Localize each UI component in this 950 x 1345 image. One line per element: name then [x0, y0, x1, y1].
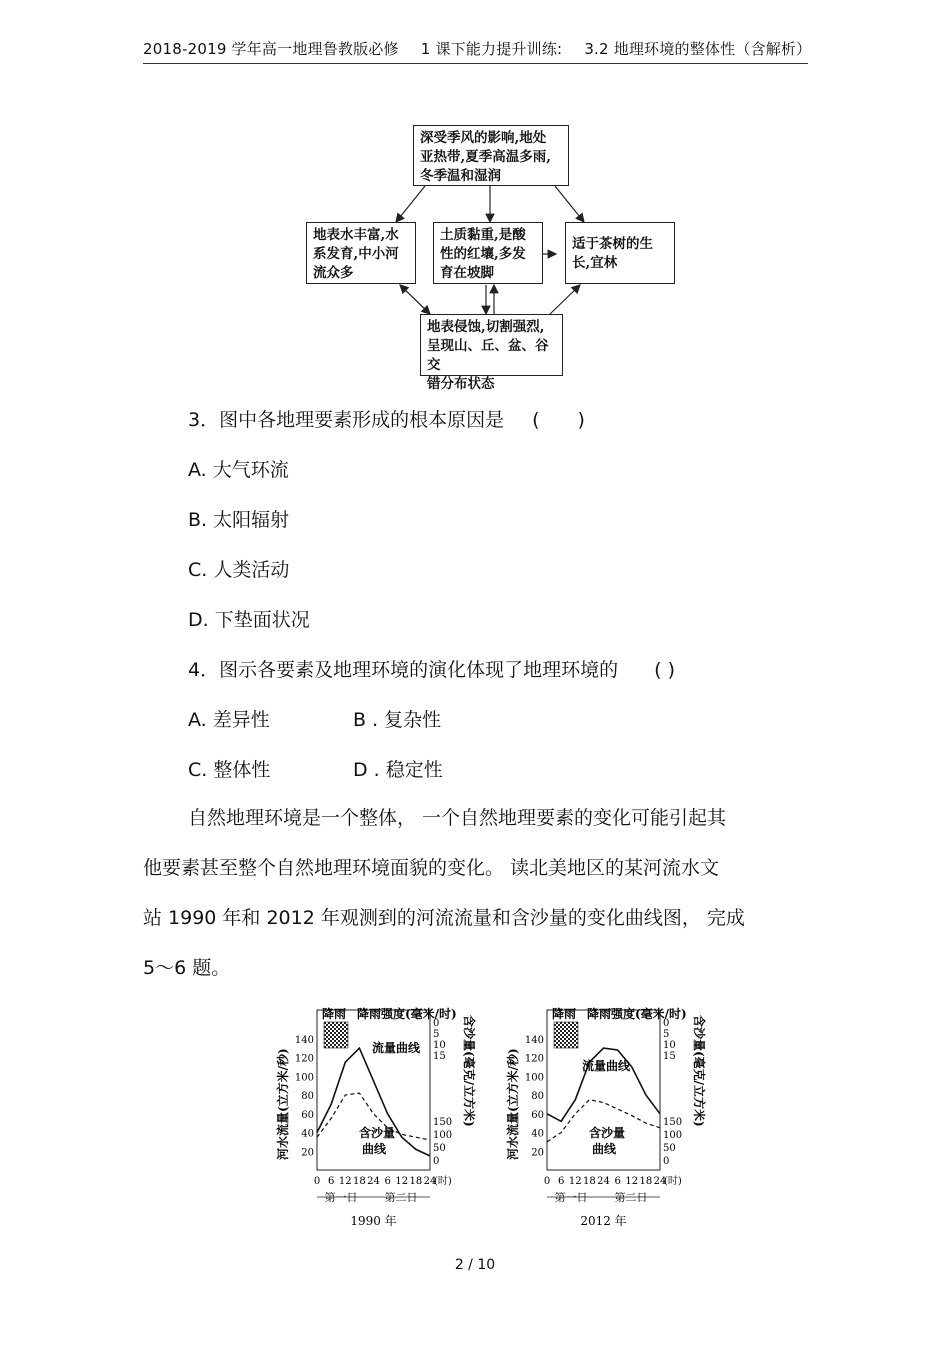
flow-tick: 20 — [531, 1147, 544, 1159]
sed-curve-label-2: 曲线 — [362, 1142, 387, 1156]
intensity-label: 降雨强度(毫米/时) — [587, 1007, 687, 1021]
flow-curve-label: 流量曲线 — [372, 1041, 421, 1055]
q3-stem — [188, 405, 585, 432]
flow-tick: 100 — [294, 1072, 314, 1084]
header-title: 2018-2019 学年高一地理鲁教版必修 — [143, 40, 399, 58]
sed-tick: 0 — [433, 1156, 440, 1167]
intensity-tick: 10 — [433, 1040, 446, 1051]
intro-line-1: 自然地理环境是一个整体， 一个自然地理要素的变化可能引起其 — [188, 807, 727, 829]
flow-axis-label: 河水流量(立方米/秒) — [506, 1048, 520, 1160]
sed-tick: 50 — [663, 1143, 676, 1154]
intensity-label: 降雨强度(毫米/时) — [357, 1007, 457, 1021]
q3-option-a: A. 大气环流 — [188, 459, 289, 481]
sed-tick: 150 — [433, 1117, 453, 1128]
x-tick: 0 — [543, 1176, 551, 1187]
intro-line-4: 5～6 题。 — [143, 957, 231, 979]
header-lesson: 1 课下能力提升训练: — [420, 40, 563, 58]
tea-line-2: 长,宜林 — [572, 255, 618, 271]
q4-stem — [188, 655, 675, 682]
x-tick: 12 — [395, 1176, 409, 1187]
soil-line-1: 土质黏重,是酸 — [440, 227, 526, 243]
intensity-tick: 0 — [663, 1018, 670, 1029]
x-tick: 6 — [614, 1176, 621, 1187]
intensity-tick: 15 — [433, 1051, 446, 1062]
water-line-3: 流众多 — [313, 265, 354, 281]
sed-axis-label: 含沙量(毫克/立方米) — [692, 1015, 706, 1127]
day2-label: 第二日 — [384, 1191, 418, 1204]
intensity-tick: 10 — [663, 1040, 676, 1051]
soil-line-2: 性的红壤,多发 — [440, 246, 526, 262]
erosion-line-3: 错分布状态 — [427, 376, 495, 392]
sed-tick: 50 — [433, 1143, 446, 1154]
flow-tick: 80 — [301, 1091, 314, 1102]
climate-line-2: 亚热带,夏季高温多雨, — [420, 149, 551, 165]
x-tick: 6 — [557, 1176, 565, 1187]
rainfall-bar — [554, 1022, 578, 1048]
x-tick: 24 — [597, 1176, 610, 1187]
page-header — [143, 38, 812, 64]
rainfall-bar — [324, 1022, 348, 1048]
water-line-2: 系发育,中小河 — [313, 246, 399, 262]
flow-tick: 100 — [524, 1072, 544, 1084]
flow-tick: 120 — [294, 1053, 314, 1065]
q3-answer-paren: ( ) — [532, 409, 585, 431]
flow-tick: 40 — [301, 1128, 314, 1140]
year-label: 1990 年 — [350, 1214, 397, 1228]
flow-tick: 60 — [531, 1109, 544, 1121]
climate-line-1: 深受季风的影响,地处 — [420, 130, 547, 146]
tea-box — [565, 222, 675, 284]
x-tick: 18 — [583, 1176, 596, 1187]
q4-option-b: B . 复杂性 — [353, 709, 442, 731]
q3-option-c: C. 人类活动 — [188, 559, 290, 581]
x-tick: 12 — [568, 1176, 582, 1187]
x-tick: 18 — [639, 1176, 653, 1187]
header-topic: 3.2 地理环境的整体性（含解析） — [584, 40, 812, 58]
sed-tick: 150 — [663, 1117, 683, 1128]
concept-diagram — [300, 118, 682, 392]
sed-tick: 100 — [663, 1130, 683, 1141]
flow-tick: 40 — [531, 1128, 544, 1140]
day2-label: 第二日 — [614, 1191, 648, 1204]
x-tick: 24 — [423, 1176, 437, 1187]
x-tick: 12 — [338, 1176, 352, 1187]
x-tick: 12 — [625, 1176, 639, 1187]
hydrograph-svg — [270, 1000, 710, 1235]
intro-line-2: 他要素甚至整个自然地理环境面貌的变化。 读北美地区的某河流水文 — [143, 857, 720, 879]
q4-options-cd — [188, 755, 443, 782]
rain-label: 降雨 — [552, 1007, 577, 1021]
x-tick: 0 — [313, 1176, 321, 1187]
x-tick: 24 — [367, 1176, 380, 1187]
q4-answer-paren: ( ) — [654, 659, 676, 681]
page-number: 2 / 10 — [454, 1257, 496, 1273]
erosion-line-1: 地表侵蚀,切割强烈, — [427, 319, 545, 335]
climate-line-3: 冬季温和湿润 — [420, 168, 501, 184]
x-tick: 6 — [327, 1176, 335, 1187]
sed-tick: 100 — [433, 1130, 453, 1141]
water-box — [306, 222, 416, 284]
sed-axis-label: 含沙量(毫克/立方米) — [462, 1015, 476, 1127]
flow-curve-label: 流量曲线 — [582, 1059, 631, 1073]
day1-label: 第一日 — [554, 1191, 588, 1204]
sed-curve-label-1: 含沙量 — [589, 1126, 626, 1140]
tea-line-1: 适于茶树的生 — [572, 236, 653, 252]
flow-tick: 60 — [301, 1109, 314, 1121]
x-tick: 24 — [653, 1176, 667, 1187]
intensity-tick: 15 — [663, 1051, 676, 1062]
x-tick: 18 — [409, 1176, 423, 1187]
hour-unit: (时) — [434, 1176, 452, 1187]
flow-axis-label: 河水流量(立方米/秒) — [276, 1048, 290, 1160]
hydrograph-figure — [270, 1000, 710, 1235]
rain-label: 降雨 — [322, 1007, 347, 1021]
soil-line-3: 育在坡脚 — [440, 265, 494, 281]
x-tick: 6 — [384, 1176, 391, 1187]
flow-tick: 120 — [524, 1053, 544, 1065]
q4-option-d: D . 稳定性 — [353, 759, 443, 781]
q4-stem-text: 4．图示各要素及地理环境的演化体现了地理环境的 — [188, 659, 619, 681]
intensity-tick: 0 — [433, 1018, 440, 1029]
q3-option-d: D. 下垫面状况 — [188, 609, 310, 631]
intro-line-3: 站 1990 年和 2012 年观测到的河流流量和含沙量的变化曲线图， 完成 — [143, 907, 745, 929]
sed-curve-label-1: 含沙量 — [359, 1126, 396, 1140]
flow-tick: 140 — [524, 1034, 544, 1046]
x-tick: 18 — [353, 1176, 366, 1187]
hour-unit: (时) — [664, 1176, 682, 1187]
water-line-1: 地表水丰富,水 — [313, 227, 399, 243]
erosion-box — [420, 314, 563, 392]
intensity-tick: 5 — [663, 1029, 670, 1040]
q4-option-a: A. 差异性 — [188, 709, 270, 731]
year-label: 2012 年 — [580, 1214, 627, 1228]
flow-tick: 140 — [294, 1034, 314, 1046]
soil-box — [433, 222, 543, 284]
sed-tick: 0 — [663, 1156, 670, 1167]
flow-tick: 80 — [531, 1091, 544, 1102]
intensity-tick: 5 — [433, 1029, 440, 1040]
climate-box — [413, 125, 569, 186]
q3-stem-text: 3．图中各地理要素形成的根本原因是 — [188, 409, 505, 431]
flow-tick: 20 — [301, 1147, 314, 1159]
day1-label: 第一日 — [324, 1191, 358, 1204]
erosion-line-2: 呈现山、丘、盆、谷交 — [427, 338, 549, 373]
q4-option-c: C. 整体性 — [188, 759, 271, 781]
q3-option-b: B. 太阳辐射 — [188, 509, 290, 531]
sed-curve-label-2: 曲线 — [592, 1142, 617, 1156]
q4-options-ab — [188, 705, 442, 732]
